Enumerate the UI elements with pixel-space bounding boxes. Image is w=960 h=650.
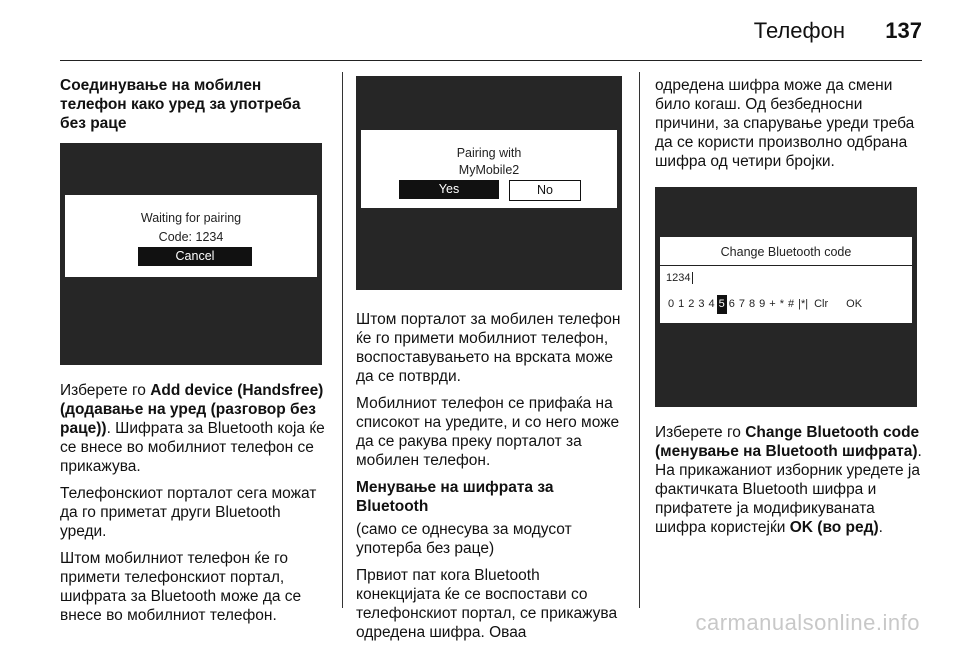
keypad-key[interactable]: 2 xyxy=(688,298,695,310)
keypad-key[interactable]: 3 xyxy=(698,298,705,310)
screen-title: Change Bluetooth code xyxy=(660,243,912,266)
column-3 xyxy=(655,76,923,545)
column-divider-1 xyxy=(342,72,343,608)
paragraph: Мобилниот телефон се прифаќа на списокот на уредите, и со него може да се ракува преку порталот за мобилен телефон. xyxy=(356,395,620,469)
display-screen xyxy=(65,195,317,277)
watermark: carmanualsonline.info xyxy=(695,610,920,635)
paragraph: Изберете го Add device (Handsfree) (додавање на уред (разговор без раце)). Шифрата за Bluetooth која ќе се внесе во мобилниот телефон се прикажува. xyxy=(60,382,325,475)
keypad-key[interactable]: Clr xyxy=(814,298,829,310)
keypad-key[interactable]: OK xyxy=(846,298,863,310)
text-cursor xyxy=(692,272,696,284)
keypad-key[interactable]: 4 xyxy=(708,298,715,310)
paragraph: Телефонскиот порталот сега можат да го приметат други Bluetooth уреди. xyxy=(60,485,317,540)
keypad-key[interactable]: 5 xyxy=(717,295,727,314)
screenshot-pairing-with xyxy=(356,76,622,290)
page-number: 137 xyxy=(885,18,922,43)
no-button[interactable]: No xyxy=(509,180,581,201)
keypad-key[interactable]: 6 xyxy=(728,298,735,310)
menu-item-name: Change Bluetooth code (менување на Bluetooth шифрата) xyxy=(655,424,920,460)
screen-line-2: MyMobile2 xyxy=(458,163,520,177)
keypad-key[interactable]: |*| xyxy=(798,298,809,310)
keypad-key[interactable]: + xyxy=(769,298,776,310)
section-heading-pairing: Соединување на мобилен телефон како уред за употреба без раце xyxy=(60,77,301,132)
yes-button[interactable]: Yes xyxy=(399,180,499,199)
keypad-key[interactable]: 9 xyxy=(759,298,766,310)
keypad-key[interactable]: * xyxy=(779,298,784,310)
screen-line-1: Pairing with xyxy=(456,146,522,160)
screenshot-change-code xyxy=(655,187,917,407)
keypad-key[interactable]: 8 xyxy=(749,298,756,310)
cancel-button[interactable]: Cancel xyxy=(138,247,252,266)
paragraph: Штом мобилниот телефон ќе го примети телефонскиот портал, шифрата за Bluetooth може да се внесе во мобилниот телефон. xyxy=(60,550,302,624)
keypad-key[interactable]: 7 xyxy=(738,298,745,310)
column-divider-2 xyxy=(639,72,640,608)
code-value[interactable]: 1234 xyxy=(666,269,697,288)
menu-item-name: OK (во ред) xyxy=(789,519,879,536)
screenshot-waiting-pairing xyxy=(60,143,322,365)
menu-item-name: Add device (Handsfree) (додавање на уред (разговор без раце)) xyxy=(60,382,324,437)
paragraph: Изберете го Change Bluetooth code (менување на Bluetooth шифрата). На прикажаниот изборник уредете ја фактичката Bluetooth шифра и прифатете ја модификуваната шифра користејќи OK (во ред). xyxy=(655,424,922,536)
section-heading-change-code: Менување на шифрата за Bluetooth xyxy=(356,479,554,515)
column-2 xyxy=(356,76,626,650)
keypad-key[interactable]: # xyxy=(787,298,795,310)
display-screen xyxy=(660,237,912,323)
paragraph: одредена шифра може да смени било когаш. Од безбедносни причини, за спарување уреди треба да се користи произволно одбрана шифра од четири бројки. xyxy=(655,77,915,170)
display-screen xyxy=(361,130,617,208)
screen-line-1: Waiting for pairing xyxy=(140,211,242,225)
keypad-row xyxy=(666,295,864,314)
keypad-key[interactable]: 0 xyxy=(668,298,675,310)
column-1 xyxy=(60,76,328,633)
paragraph: (само се однесува за модусот употерба без раце) xyxy=(356,521,572,557)
paragraph: Првиот пат кога Bluetooth конекцијата ќе се воспостави со телефонскиот портал, се прикажува одредена шифра. Оваа xyxy=(356,567,618,641)
screen-line-2: Code: 1234 xyxy=(158,230,224,244)
paragraph: Штом порталот за мобилен телефон ќе го примети мобилниот телефон, воспоставувањето на врската може да се потврди. xyxy=(356,311,621,385)
page-header xyxy=(0,0,960,62)
header-rule xyxy=(60,60,922,61)
page-title: Телефон xyxy=(753,18,845,43)
keypad-key[interactable]: 1 xyxy=(678,298,685,310)
